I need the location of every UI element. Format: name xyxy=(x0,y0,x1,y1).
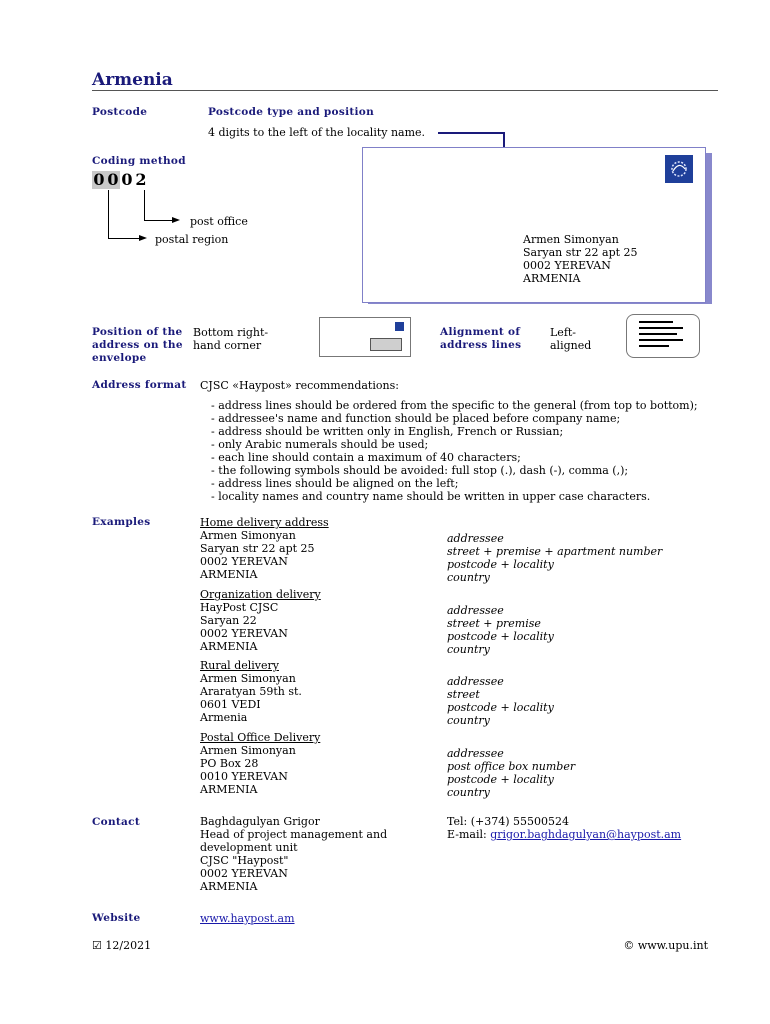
stamp-icon xyxy=(665,155,693,183)
postcode-label: Postcode xyxy=(92,106,148,118)
alignment-value-line: aligned xyxy=(550,339,592,352)
example-notes-home xyxy=(447,532,662,584)
bracket-line xyxy=(108,190,109,238)
digit: 0 xyxy=(107,170,119,189)
left-aligned-lines-icon xyxy=(626,314,700,358)
example-note: postcode + locality xyxy=(447,630,554,643)
postcode-digits xyxy=(92,171,148,189)
address-line: Armen Simonyan xyxy=(523,233,619,246)
rule-item: - address lines should be ordered from the specific to the general (from top to bottom); xyxy=(211,399,731,412)
line-icon xyxy=(639,321,673,323)
footer-date-text: 12/2021 xyxy=(105,939,152,952)
position-label xyxy=(92,326,183,365)
email-prefix: E-mail: xyxy=(447,828,491,841)
rule-item: - only Arabic numerals should be used; xyxy=(211,438,731,451)
rule-item: - addressee's name and function should be placed before company name; xyxy=(211,412,731,425)
contact-tel: Tel: (+374) 55500524 xyxy=(447,815,569,828)
stamp-icon xyxy=(395,322,404,331)
position-label-line: Position of the xyxy=(92,326,183,338)
website-label: Website xyxy=(92,912,141,924)
example-line: Saryan 22 xyxy=(200,614,257,627)
example-line: ARMENIA xyxy=(200,783,258,796)
coding-method-label: Coding method xyxy=(92,155,186,167)
example-note: country xyxy=(447,714,490,727)
example-line: ARMENIA xyxy=(200,568,258,581)
email-link[interactable]: grigor.baghdagulyan@haypost.am xyxy=(490,828,682,841)
digit: 0 xyxy=(93,170,105,189)
alignment-value xyxy=(550,326,591,352)
alignment-value-line: Left- xyxy=(550,326,577,339)
contact-line: ARMENIA xyxy=(200,880,258,893)
envelope-address xyxy=(523,233,638,285)
contact-line: Head of project management and xyxy=(200,828,388,841)
contact-label: Contact xyxy=(92,816,140,828)
example-heading: Rural delivery xyxy=(200,659,279,672)
example-line: 0601 VEDI xyxy=(200,698,261,711)
checkbox-icon: ☑ xyxy=(92,939,102,952)
bracket-line xyxy=(108,238,140,239)
example-note: addressee xyxy=(447,604,504,617)
example-note: street xyxy=(447,688,480,701)
example-notes-rural xyxy=(447,675,554,727)
contact-line: development unit xyxy=(200,841,298,854)
connector-line xyxy=(438,132,504,134)
example-line: HayPost CJSC xyxy=(200,601,279,614)
bracket-line xyxy=(144,190,145,220)
contact-details xyxy=(200,815,387,893)
alignment-label-line: address lines xyxy=(440,339,522,351)
address-line: 0002 YEREVAN xyxy=(523,259,611,272)
website-row xyxy=(200,912,295,925)
example-note: addressee xyxy=(447,747,504,760)
footer-copyright: © www.upu.int xyxy=(623,939,708,952)
address-format-intro: CJSC «Haypost» recommendations: xyxy=(200,379,399,392)
position-label-line: address on the xyxy=(92,339,183,351)
line-icon xyxy=(639,345,669,347)
position-label-line: envelope xyxy=(92,352,147,364)
rule-item: - locality names and country name should be written in upper case characters. xyxy=(211,490,731,503)
example-line: Saryan str 22 apt 25 xyxy=(200,542,315,555)
examples-label: Examples xyxy=(92,516,151,528)
page-title: Armenia xyxy=(92,70,173,90)
example-line: 0002 YEREVAN xyxy=(200,627,288,640)
post-office-label: post office xyxy=(190,215,248,228)
example-line: Armen Simonyan xyxy=(200,744,296,757)
example-note: street + premise xyxy=(447,617,541,630)
contact-line: CJSC "Haypost" xyxy=(200,854,289,867)
position-value-line: hand corner xyxy=(193,339,262,352)
digit: 0 xyxy=(121,170,133,189)
address-format-label: Address format xyxy=(92,379,187,391)
example-note: post office box number xyxy=(447,760,576,773)
example-heading: Organization delivery xyxy=(200,588,321,601)
example-block-organization xyxy=(200,588,321,653)
address-block-icon xyxy=(370,338,402,351)
position-value-line: Bottom right- xyxy=(193,326,269,339)
example-heading: Home delivery address xyxy=(200,516,329,529)
address-line: ARMENIA xyxy=(523,272,581,285)
example-heading: Postal Office Delivery xyxy=(200,731,321,744)
example-line: 0010 YEREVAN xyxy=(200,770,288,783)
example-notes-post-office xyxy=(447,747,575,799)
line-icon xyxy=(639,333,677,335)
contact-email-row xyxy=(447,828,681,841)
arrow-icon xyxy=(139,235,147,241)
example-line: Armen Simonyan xyxy=(200,672,296,685)
alignment-label-line: Alignment of xyxy=(440,326,521,338)
example-note: postcode + locality xyxy=(447,558,554,571)
alignment-label xyxy=(440,326,521,352)
example-line: PO Box 28 xyxy=(200,757,259,770)
example-note: addressee xyxy=(447,675,504,688)
position-value xyxy=(193,326,268,352)
example-line: Armen Simonyan xyxy=(200,529,296,542)
address-line: Saryan str 22 apt 25 xyxy=(523,246,638,259)
example-line: ARMENIA xyxy=(200,640,258,653)
bracket-line xyxy=(144,220,174,221)
address-format-rules xyxy=(211,399,731,503)
postcode-type-heading: Postcode type and position xyxy=(208,106,375,118)
rule-item: - address lines should be aligned on the left; xyxy=(211,477,731,490)
line-icon xyxy=(639,327,683,329)
arrow-icon xyxy=(172,217,180,223)
example-line: 0002 YEREVAN xyxy=(200,555,288,568)
example-note: country xyxy=(447,786,490,799)
digit: 2 xyxy=(135,170,147,189)
example-block-post-office xyxy=(200,731,320,796)
rule-item: - address should be written only in English, French or Russian; xyxy=(211,425,731,438)
position-envelope-icon xyxy=(319,317,411,357)
example-notes-organization xyxy=(447,604,554,656)
example-note: country xyxy=(447,643,490,656)
footer-date xyxy=(92,939,151,952)
contact-line: 0002 YEREVAN xyxy=(200,867,288,880)
example-note: street + premise + apartment number xyxy=(447,545,663,558)
postal-region-label: postal region xyxy=(155,233,229,246)
title-rule xyxy=(92,90,718,91)
example-block-rural xyxy=(200,659,302,724)
example-note: postcode + locality xyxy=(447,701,554,714)
example-note: postcode + locality xyxy=(447,773,554,786)
contact-line: Baghdagulyan Grigor xyxy=(200,815,320,828)
rule-item: - each line should contain a maximum of 40 characters; xyxy=(211,451,731,464)
example-line: Araratyan 59th st. xyxy=(200,685,302,698)
example-line: Armenia xyxy=(200,711,248,724)
example-block-home xyxy=(200,516,329,581)
line-icon xyxy=(639,339,683,341)
website-link[interactable]: www.haypost.am xyxy=(200,912,295,925)
example-note: addressee xyxy=(447,532,504,545)
example-note: country xyxy=(447,571,490,584)
rule-item: - the following symbols should be avoided: full stop (.), dash (-), comma (,); xyxy=(211,464,731,477)
postcode-description: 4 digits to the left of the locality name. xyxy=(208,126,426,139)
